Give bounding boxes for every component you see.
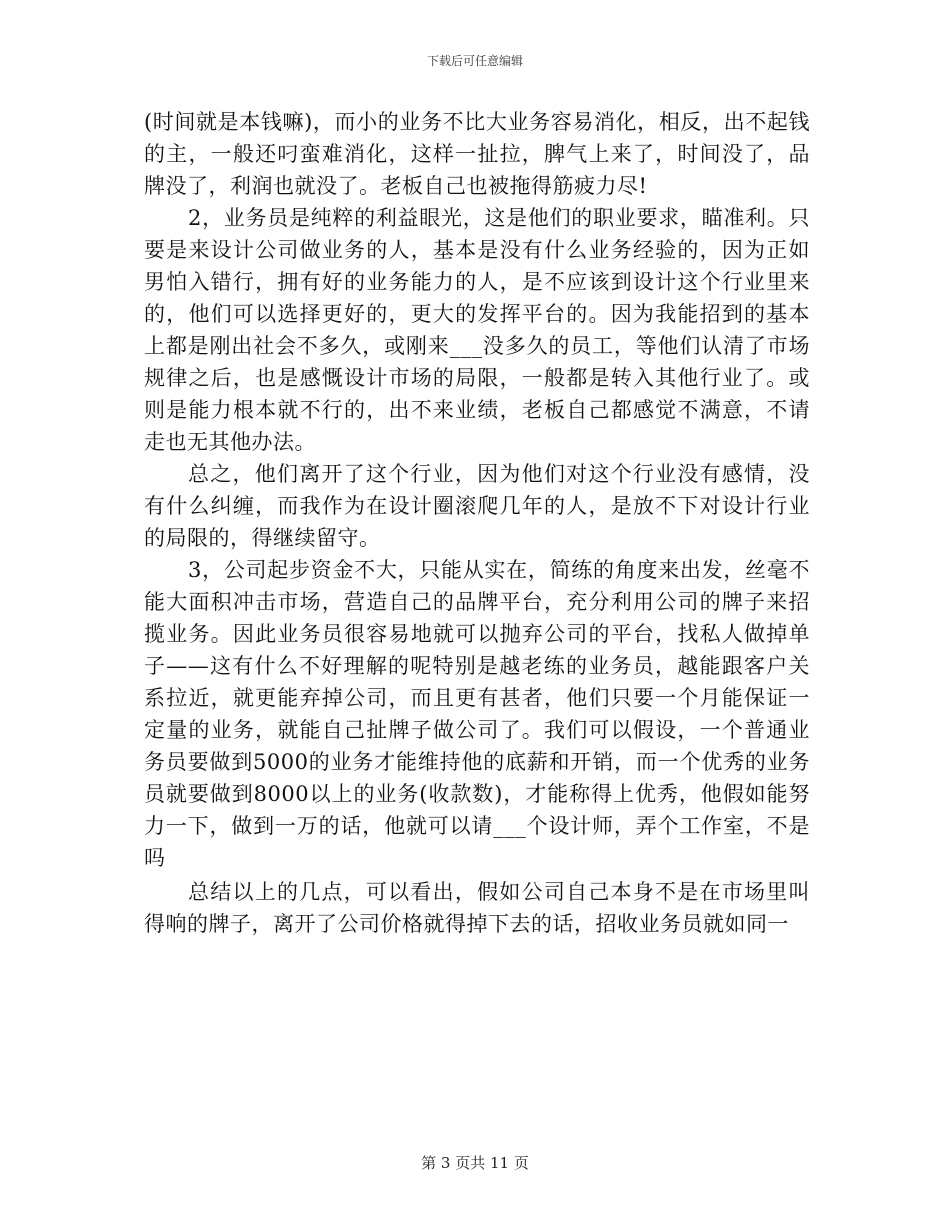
page-header: 下载后可任意编辑	[426, 54, 523, 68]
paragraph-point-2: 2，业务员是纯粹的利益眼光，这是他们的职业要求，瞄准利。只要是来设计公司做业务的人，基本是没有什么业务经验的，因为正如男怕入错行，拥有好的业务能力的人，是不应该到设计这个行业里来的，他们可以选择更好的，更大的发挥平台的。因为我能招到的基本上都是刚出社会不多久，或刚来___没多久的员工，等他们认清了市场规律之后，也是感慨设计市场的局限，一般都是转入其他行业了。或则是能力根本就不行的，出不来业绩，老板自己都感觉不满意，不请走也无其他办法。	[144, 206, 810, 454]
paragraph-continuation: (时间就是本钱嘛)，而小的业务不比大业务容易消化，相反，出不起钱的主，一般还叼蛮难消化，这样一扯拉，脾气上来了，时间没了，品牌没了，利润也就没了。老板自己也被拖得筋疲力尽!	[144, 110, 810, 198]
paragraph-point-3: 3，公司起步资金不大，只能从实在，简练的角度来出发，丝毫不能大面积冲击市场，营造自己的品牌平台，充分利用公司的牌子来招揽业务。因此业务员很容易地就可以抛弃公司的平台，找私人做掉单子——这有什么不好理解的呢特别是越老练的业务员，越能跟客户关系拉近，就更能弃掉公司，而且更有甚者，他们只要一个月能保证一定量的业务，就能自己扯牌子做公司了。我们可以假设，一个普通业务员要做到5000的业务才能维持他的底薪和开销，而一个优秀的业务员就要做到8000以上的业务(收款数)，才能称得上优秀，他假如能努力一下，做到一万的话，他就可以请___个设计师，弄个工作室，不是吗	[144, 558, 810, 870]
document-body	[144, 106, 810, 940]
paragraph-conclusion: 总结以上的几点，可以看出，假如公司自己本身不是在市场里叫得响的牌子，离开了公司价格就得掉下去的话，招收业务员就如同一	[144, 880, 810, 936]
page-footer: 第 3 页共 11 页	[421, 1154, 529, 1172]
paragraph-summary-1: 总之，他们离开了这个行业，因为他们对这个行业没有感情，没有什么纠缠，而我作为在设计圈滚爬几年的人，是放不下对设计行业的局限的，得继续留守。	[144, 462, 810, 550]
